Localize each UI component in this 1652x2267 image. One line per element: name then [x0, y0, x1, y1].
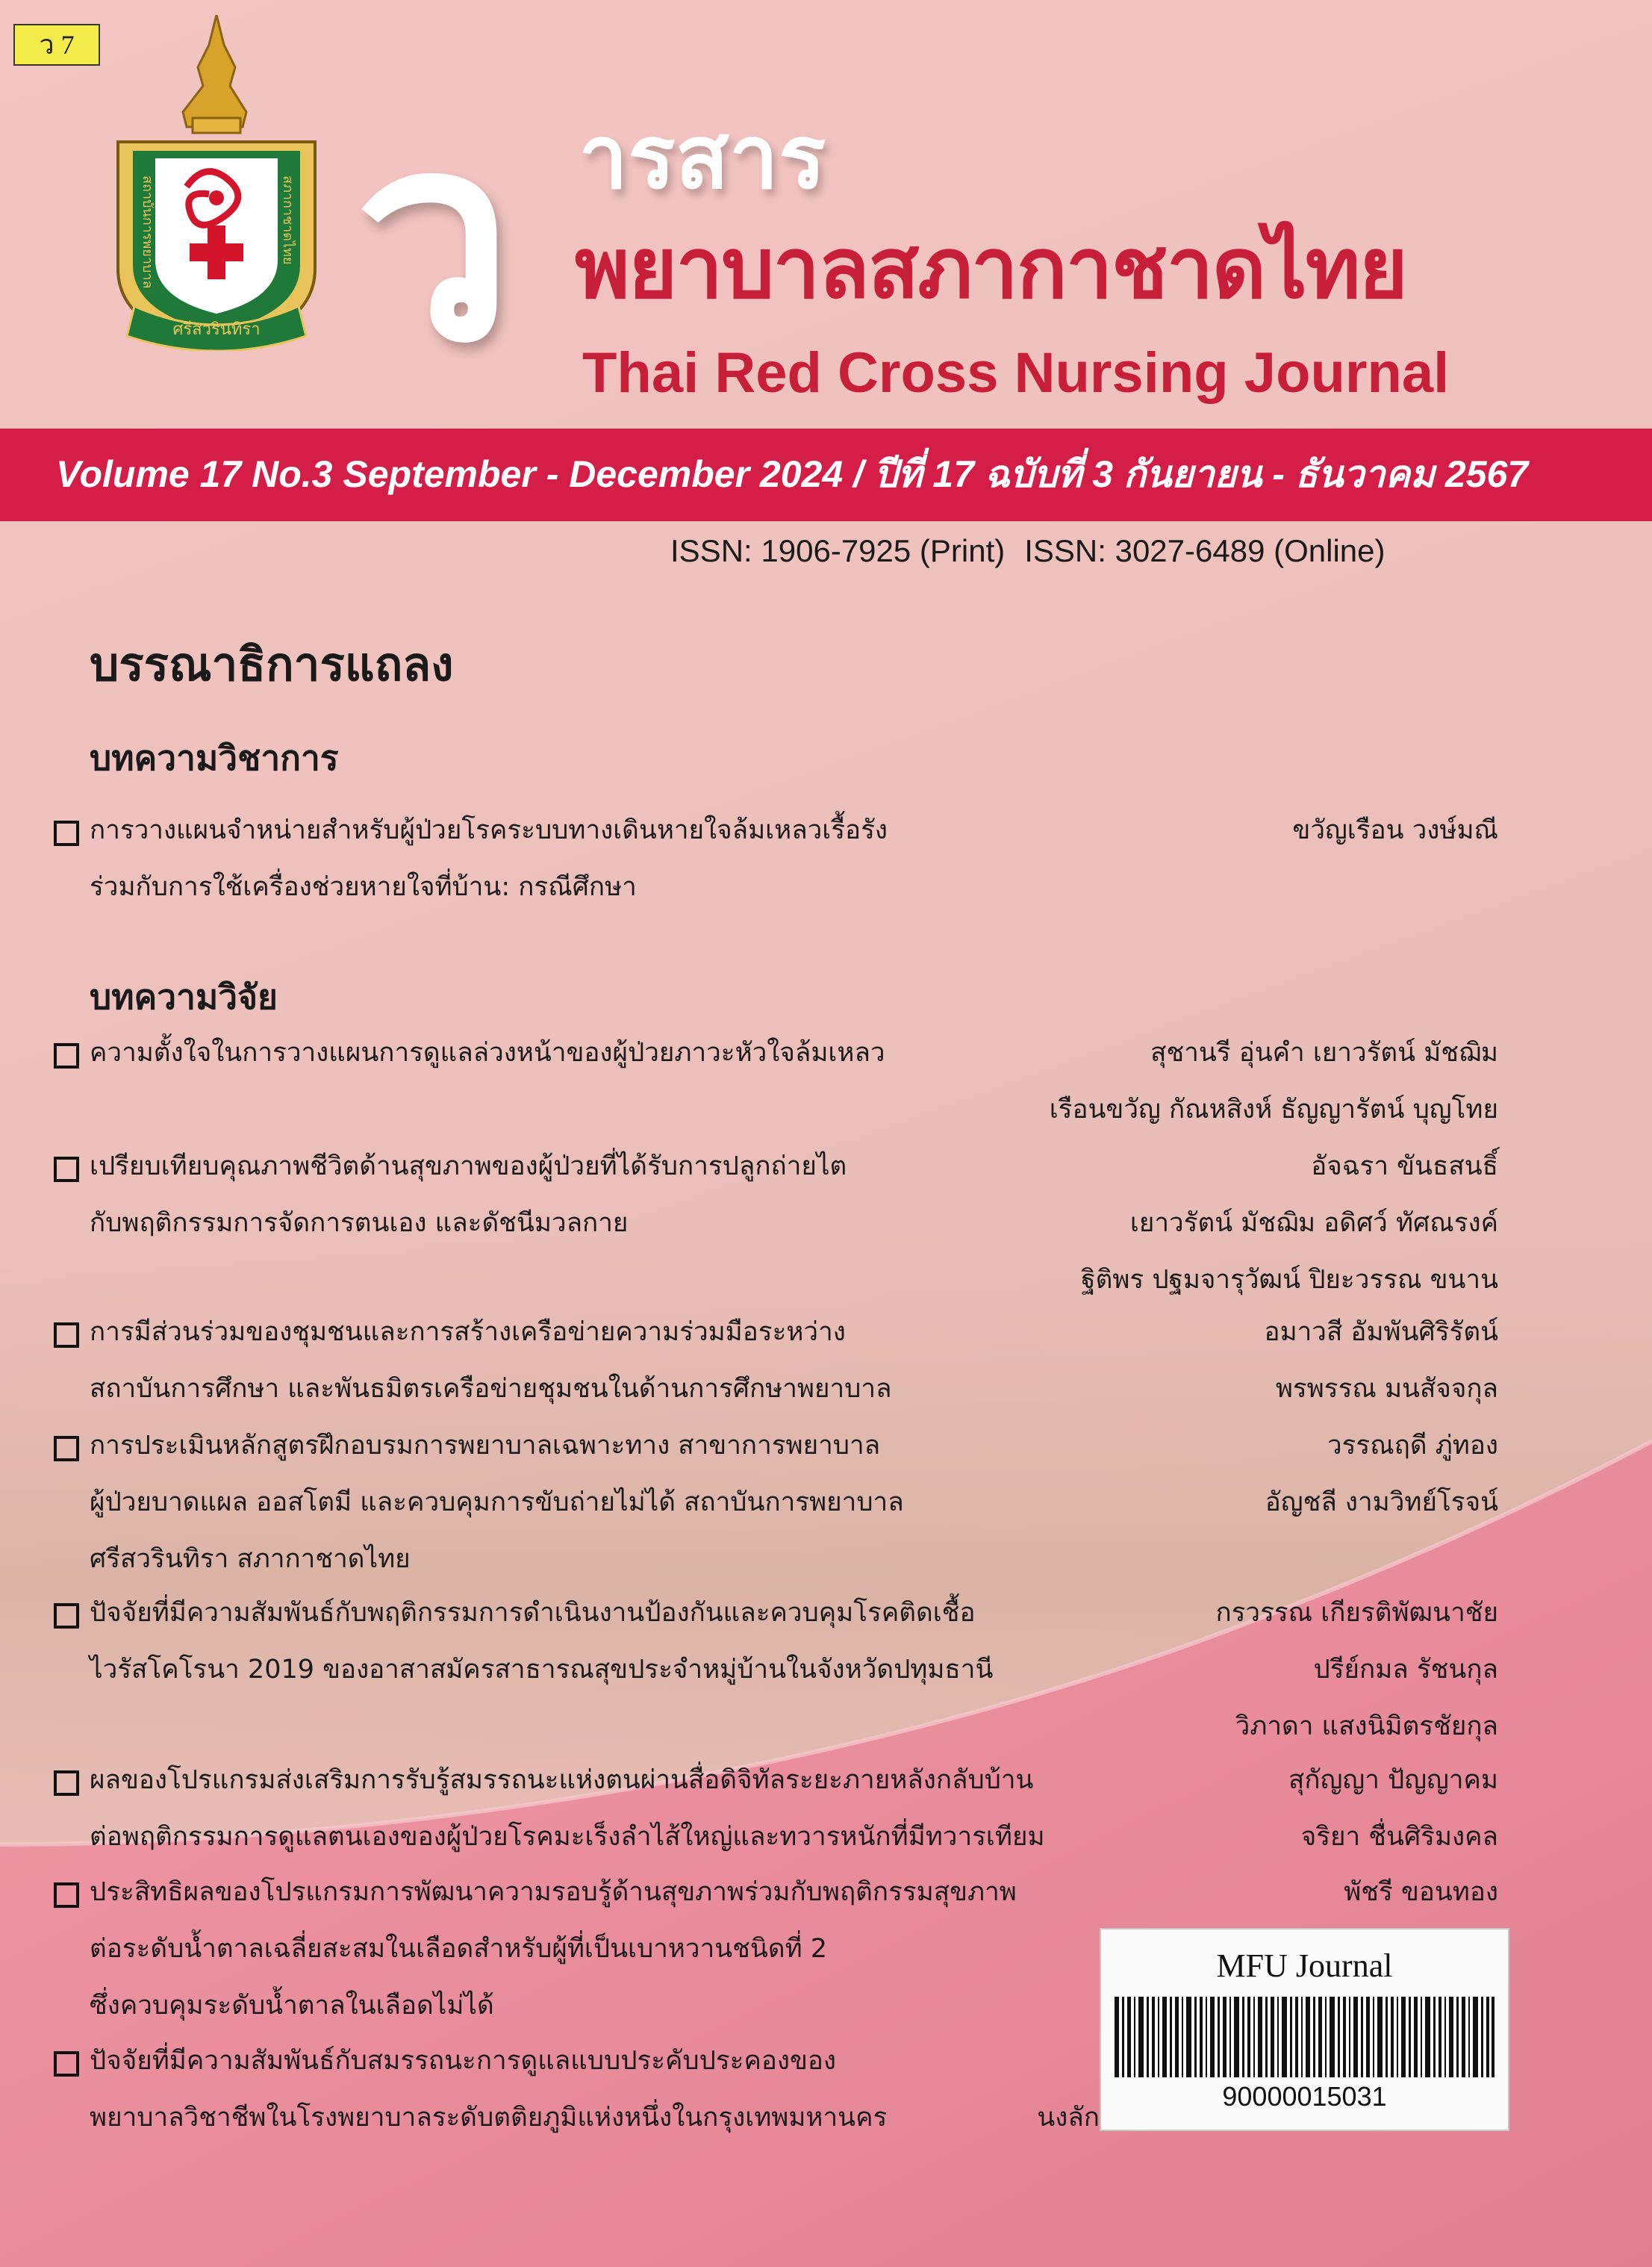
toc-author: ฐิติพร ปฐมจารุวัฒน์ ปิยะวรรณ ขนาน [1081, 1265, 1498, 1295]
issn-line [670, 530, 1405, 572]
toc-author: พรพรรณ มนสัจจกุล [1275, 1374, 1498, 1404]
toc-title-line: พยาบาลวิชาชีพในโรงพยาบาลระดับตติยภูมิแห่งหนึ่งในกรุงเทพมหานคร [90, 2103, 888, 2133]
masthead-big-letter: ว [355, 73, 514, 404]
toc-author: เยาวรัตน์ มัชฌิม อดิศว์ ทัศณรงค์ [1129, 1208, 1498, 1238]
toc-title-line: ต่อระดับน้ำตาลเฉลี่ยสะสมในเลือดสำหรับผู้ที่เป็นเบาหวานชนิดที่ 2 [90, 1934, 828, 1964]
volume-banner-text: Volume 17 No.3 September - December 2024 / ปีที่ 17 ฉบับที่ 3 กันยายน - ธันวาคม 2567 [56, 453, 1529, 495]
toc-author: จริยา ชื่นศิริมงคล [1300, 1822, 1498, 1852]
svg-text:สถาบันการพยาบาล: สถาบันการพยาบาล [140, 175, 155, 289]
toc-author: สุชานรี อุ่นคำ เยาวรัตน์ มัชฌิม [1150, 1038, 1498, 1068]
toc-title-line: ผู้ป่วยบาดแผล ออสโตมี และควบคุมการขับถ่ายไม่ได้ สถาบันการพยาบาล [90, 1487, 904, 1517]
checkbox-icon [54, 1157, 79, 1182]
toc-title-line: ศรีสวรินทิรา สภากาชาดไทย [90, 1544, 411, 1574]
toc-title-line: การมีส่วนร่วมของชุมชนและการสร้างเครือข่ายความร่วมมือระหว่าง [90, 1317, 846, 1347]
checkbox-icon [54, 821, 79, 846]
editorial-heading: บรรณาธิการแถลง [90, 637, 454, 691]
toc-author: กรวรรณ เกียรติพัฒนาชัย [1215, 1598, 1498, 1628]
issn-online: ISSN: 3027-6489 (Online) [1024, 533, 1386, 568]
toc-author: อัญชลี งามวิทย์โรจน์ [1265, 1487, 1498, 1517]
checkbox-icon [54, 1882, 79, 1908]
library-barcode-label [1100, 1928, 1509, 2131]
svg-text:ศรีสวรินทิรา: ศรีสวรินทิรา [172, 320, 261, 339]
toc-author: สุกัญญา ปัญญาคม [1288, 1765, 1498, 1795]
checkbox-icon [54, 1322, 79, 1348]
toc-title-line: ไวรัสโคโรนา 2019 ของอาสาสมัครสาธารณสุขประจำหมู่บ้านในจังหวัดปทุมธานี [90, 1655, 994, 1685]
masthead-title-line2: พยาบาลสภากาชาดไทย [575, 220, 1407, 317]
toc-author: ขวัญเรือน วงษ์มณี [1292, 815, 1498, 845]
checkbox-icon [54, 1770, 79, 1796]
checkbox-icon [54, 2051, 79, 2077]
toc-title-line: ปัจจัยที่มีความสัมพันธ์กับพฤติกรรมการดำเนินงานป้องกันและควบคุมโรคติดเชื้อ [90, 1598, 976, 1628]
toc-title-line: ความตั้งใจในการวางแผนการดูแลล่วงหน้าของผู้ป่วยภาวะหัวใจล้มเหลว [90, 1038, 885, 1068]
issn-print: ISSN: 1906-7925 (Print) [670, 533, 1006, 568]
checkbox-icon [54, 1603, 79, 1629]
toc-title-line: ปัจจัยที่มีความสัมพันธ์กับสมรรถนะการดูแลแบบประคับประคองของ [90, 2046, 837, 2076]
toc-author: วิภาดา แสงนิมิตรชัยกุล [1235, 1711, 1498, 1741]
checkbox-icon [54, 1043, 79, 1069]
toc-author: ปรีย์กมล รัชนกุล [1313, 1655, 1498, 1685]
masthead-title-en: Thai Red Cross Nursing Journal [582, 341, 1450, 405]
barcode-icon [1115, 1997, 1494, 2077]
volume-banner [0, 429, 1652, 521]
thai-red-cross-emblem-icon [105, 15, 328, 351]
toc-title-line: ต่อพฤติกรรมการดูแลตนเองของผู้ป่วยโรคมะเร็งลำไส้ใหญ่และทวารหนักที่มีทวารเทียม [90, 1822, 1045, 1852]
toc-author: อมาวสี อัมพันศิริรัตน์ [1264, 1317, 1498, 1347]
masthead-title-line1: ารสาร [579, 105, 826, 208]
toc-title-line: การประเมินหลักสูตรฝึกอบรมการพยาบาลเฉพาะทาง สาขาการพยาบาล [90, 1431, 881, 1461]
toc-author: อัจฉรา ขันธสนธิ์ [1311, 1151, 1498, 1181]
library-label-name: MFU Journal [1216, 1947, 1393, 1984]
toc-title-line: ประสิทธิผลของโปรแกรมการพัฒนาความรอบรู้ด้านสุขภาพร่วมกับพฤติกรรมสุขภาพ [90, 1877, 1017, 1907]
toc-title-line: ซึ่งควบคุมระดับน้ำตาลในเลือดไม่ได้ [90, 1991, 494, 2021]
catalog-sticker: ว 7 [13, 24, 100, 66]
toc-author: นงลัก [1037, 2103, 1100, 2133]
toc-title-line: การวางแผนจำหน่ายสำหรับผู้ป่วยโรคระบบทางเดินหายใจล้มเหลวเรื้อรัง [90, 815, 888, 845]
checkbox-icon [54, 1436, 79, 1461]
barcode-number: 90000015031 [1222, 2081, 1387, 2112]
section-heading-academic: บทความวิชาการ [90, 738, 339, 778]
toc-author: เรือนขวัญ กัณหสิงห์ ธัญญารัตน์ บุญโทย [1049, 1095, 1498, 1125]
section-heading-research: บทความวิจัย [90, 977, 278, 1017]
toc-author: วรรณฤดี ภู่ทอง [1327, 1431, 1498, 1461]
toc-title-line: ผลของโปรแกรมส่งเสริมการรับรู้สมรรถนะแห่งตนผ่านสื่อดิจิทัลระยะภายหลังกลับบ้าน [90, 1765, 1034, 1795]
toc-title-line: สถาบันการศึกษา และพันธมิตรเครือข่ายชุมชนในด้านการศึกษาพยาบาล [90, 1374, 892, 1404]
toc-title-line: ร่วมกับการใช้เครื่องช่วยหายใจที่บ้าน: กรณีศึกษา [90, 872, 637, 902]
svg-text:สภากาชาดไทย: สภากาชาดไทย [280, 175, 296, 265]
toc-title-line: กับพฤติกรรมการจัดการตนเอง และดัชนีมวลกาย [90, 1208, 629, 1238]
toc-author: พัชรี ขอนทอง [1344, 1877, 1498, 1907]
toc-title-line: เปรียบเทียบคุณภาพชีวิตด้านสุขภาพของผู้ป่วยที่ได้รับการปลูกถ่ายไต [90, 1151, 847, 1181]
